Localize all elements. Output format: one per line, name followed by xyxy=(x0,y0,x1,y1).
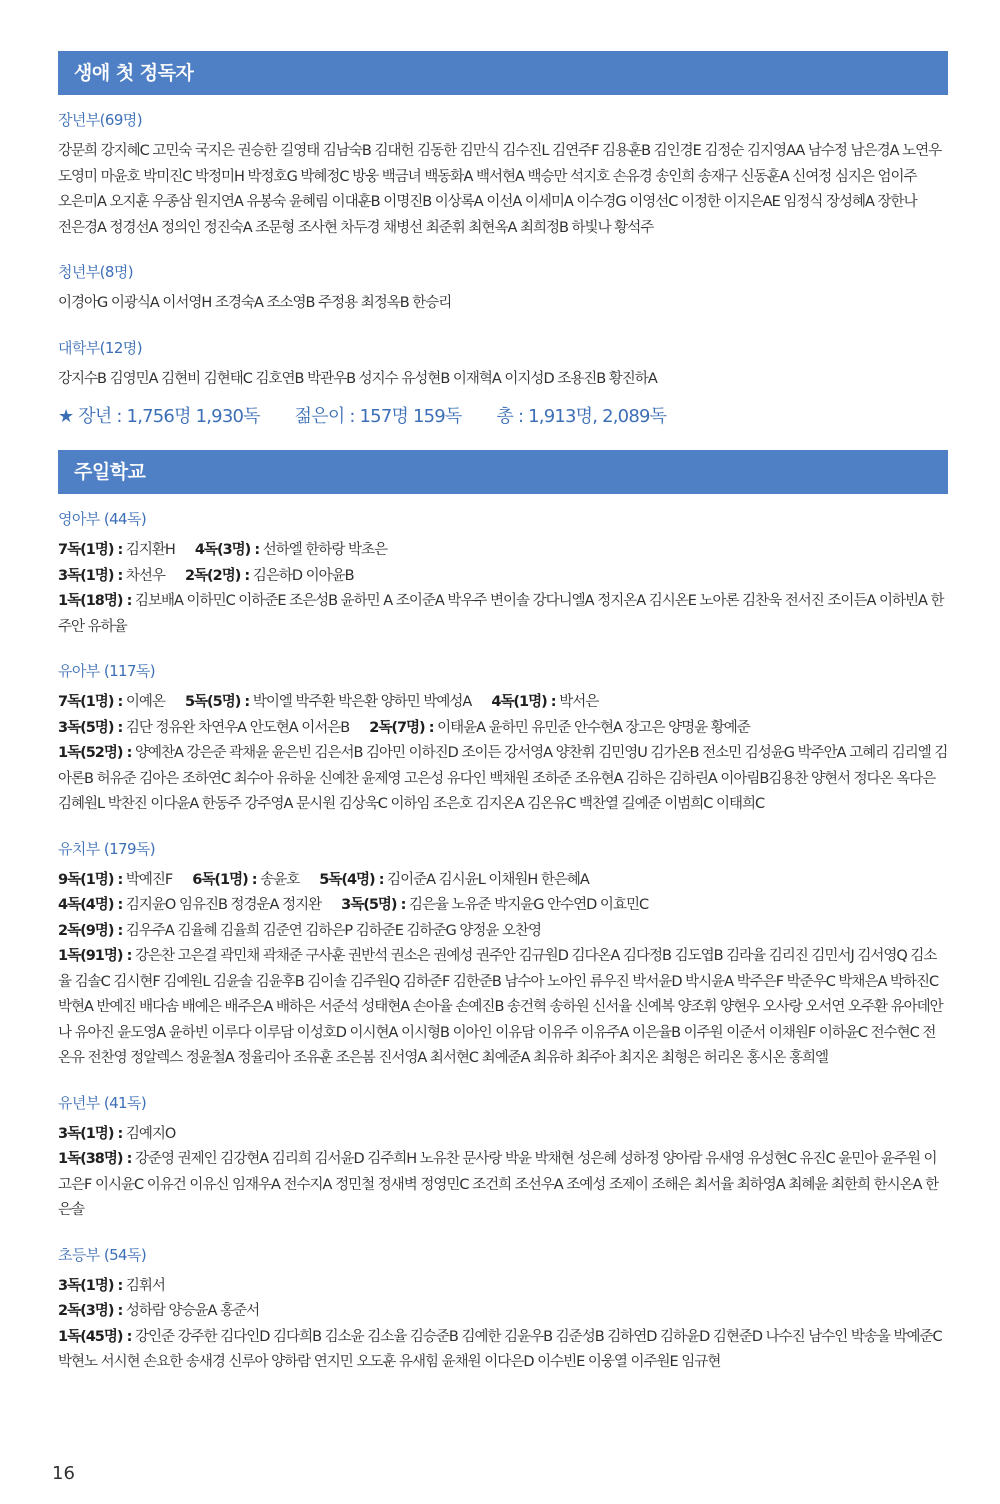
reading-count-line xyxy=(58,1274,948,1300)
group-names: 이경아G 이광식A 이서영H 조경숙A 조소영B 주정용 최정옥B 한승리 xyxy=(58,295,452,311)
reader-names: 김단 정유완 차연우A 안도현A 이서은B xyxy=(125,719,350,736)
reader-names: 김은하D 이아윤B xyxy=(252,567,354,584)
reading-count-line xyxy=(58,1299,948,1325)
total-all: 총 : 1,913명, 2,089독 xyxy=(496,406,667,427)
group-heading: 청년부(8명) xyxy=(58,263,134,281)
total-youth: 젊은이 : 157명 159독 xyxy=(294,406,462,427)
reader-names: 김이준A 김시윤L 이채원H 한은혜A xyxy=(387,871,589,888)
department-heading: 유아부 (117독) xyxy=(58,662,156,680)
reader-names: 김지환H xyxy=(125,542,175,558)
reading-count-label: 9독(1명) : xyxy=(58,871,123,888)
reading-count-label: 3독(5명) : xyxy=(341,897,406,913)
reading-count-line xyxy=(58,589,948,640)
reading-count-label: 3독(1명) : xyxy=(58,1277,123,1294)
totals-line xyxy=(58,402,948,428)
reading-count-label: 2독(3명) : xyxy=(58,1303,123,1319)
reader-names: 이예온 xyxy=(125,694,165,710)
group-names: 강지수B 김영민A 김현비 김현태C 김호연B 박관우B 성지수 유성현B 이재혁A 이지성D 조용진B 황진하A xyxy=(58,370,657,387)
reading-count-line xyxy=(58,1147,948,1224)
reader-names: 박서은 xyxy=(559,694,599,710)
reading-count-label: 7독(1명) : xyxy=(58,542,123,558)
reading-count-label: 1독(18명) : xyxy=(58,593,132,609)
reader-names: 강준영 권제인 김강현A 김리희 김서윤D 김주희H 노유찬 문사랑 박윤 박채현 성은혜 성하정 양아람 유새영 유성현C 유진C 윤민아 윤주원 이고은F 이시윤C 이유건 이유신 임재우A 전수지A 정민철 정새벽 정영민C 조건희 조선우A 조예성 조제이 조해은 최서율 최하영A 최혜윤 최한희 한시온A 한은솔 xyxy=(58,1151,939,1218)
reading-count-line xyxy=(58,538,948,564)
department-heading: 영아부 (44독) xyxy=(58,510,147,528)
reader-names: 송윤호 xyxy=(260,871,300,888)
reading-count-label: 1독(52명) : xyxy=(58,745,132,761)
department-heading: 유치부 (179독) xyxy=(58,839,156,858)
reader-group xyxy=(58,109,948,241)
reading-count-line xyxy=(58,741,948,818)
reading-count-line xyxy=(58,868,948,894)
department-group xyxy=(58,508,948,640)
department-group xyxy=(58,1092,948,1224)
department-group xyxy=(58,660,948,818)
reader-names: 성하람 양승윤A 홍준서 xyxy=(125,1303,260,1319)
reading-count-label: 3독(5명) : xyxy=(58,719,123,736)
section2-groups xyxy=(58,508,948,1376)
group-heading: 대학부(12명) xyxy=(58,338,142,357)
reading-count-line xyxy=(58,944,948,1072)
department-heading: 유년부 (41독) xyxy=(58,1093,147,1112)
department-group xyxy=(58,1244,948,1376)
reader-names: 박이엘 박주환 박은환 양하민 박예성A xyxy=(252,694,472,710)
reading-count-label: 5독(4명) : xyxy=(319,871,384,888)
reading-count-label: 6독(1명) : xyxy=(192,871,257,888)
reading-count-label: 7독(1명) : xyxy=(58,694,123,710)
section1-groups xyxy=(58,109,948,392)
reading-count-line xyxy=(58,893,948,919)
reader-group xyxy=(58,337,948,393)
group-names: 강문희 강지혜C 고민숙 국지은 권승한 길영태 김남숙B 김대헌 김동한 김만식 김수진L 김연주F 김용훈B 김인경E 김정순 김지영AA 남수정 남은경A 노연우 도영미 마윤호 박미진C 박정미H 박정호G 박혜정C 방웅 백금녀 백동화A 백서현A 백승만 석지호 손유경 송인희 송재구 신동훈A 신여정 심지은 엄이주 오은미A 오지훈 우종삼 원지연A 유봉숙 윤혜림 이대훈B 이명진B 이상록A 이선A 이세미A 이수경G 이영선C 이정한 이지은AE 임정식 장성혜A 장한나 전은경A 정경선A 정의인 정진숙A 조문형 조사현 차두경 채병선 최준휘 최현옥A 최희정B 하빛나 황석주 xyxy=(58,143,942,236)
reading-count-label: 4독(1명) : xyxy=(491,694,556,710)
reading-count-label: 1독(38명) : xyxy=(58,1151,132,1167)
reading-count-line xyxy=(58,564,948,590)
section-header-sunday-school: 주일학교 xyxy=(58,450,948,494)
reader-names: 김우주A 김율혜 김율희 김준연 김하은P 김하준E 김하준G 양정윤 오찬영 xyxy=(125,922,542,939)
reading-count-label: 3독(1명) : xyxy=(58,1125,123,1142)
page-number: 16 xyxy=(52,1463,75,1484)
reading-count-label: 4독(4명) : xyxy=(58,897,123,913)
section-header-first-readers: 생애 첫 정독자 xyxy=(58,51,948,95)
reader-names: 차선우 xyxy=(125,567,165,584)
reading-count-line xyxy=(58,1122,948,1148)
reading-count-label: 2독(7명) : xyxy=(369,719,434,736)
reading-count-line xyxy=(58,1325,948,1376)
reader-names: 김예지O xyxy=(125,1125,176,1142)
group-heading: 장년부(69명) xyxy=(58,111,142,129)
reading-count-label: 1독(45명) : xyxy=(58,1328,132,1345)
page-content xyxy=(58,51,948,1396)
reading-count-label: 1독(91명) : xyxy=(58,948,132,964)
reading-count-label: 2독(9명) : xyxy=(58,922,123,939)
reader-names: 김지윤O 임유진B 정경운A 정지완 xyxy=(125,897,322,913)
reading-count-label: 2독(2명) : xyxy=(184,567,250,584)
reading-count-label: 3독(1명) : xyxy=(58,567,123,584)
reading-count-line xyxy=(58,716,948,742)
reader-names: 김보배A 이하민C 이하준E 조은성B 윤하민 A 조이준A 박우주 변이솔 강다니엘A 정지온A 김시온E 노아론 김찬욱 전서진 조이든A 이하빈A 한주안 유하율 xyxy=(58,593,944,635)
reader-names: 김휘서 xyxy=(125,1277,165,1294)
department-group xyxy=(58,838,948,1072)
reader-names: 강인준 강주한 김다인D 김다희B 김소윤 김소율 김승준B 김예한 김윤우B 김준성B 김하연D 김하윤D 김현준D 나수진 남수인 박송울 박예준C 박현노 서시현 손요한 송새경 신루아 양하람 연지민 오도훈 유새힘 윤채원 이다은D 이수빈E 이웅열 이주원E 임규현 xyxy=(58,1328,942,1370)
reader-names: 강은찬 고은결 곽민채 곽채준 구사훈 권반석 권소은 권예성 권주안 김규원D 김다온A 김다정B 김도엽B 김라율 김리진 김민서J 김서영Q 김소율 김솔C 김시현F 김예원L 김윤솔 김윤후B 김이솔 김주원Q 김하준F 김한준B 남수아 노아인 류우진 박서윤D 박시윤A 박주은F 박준우C 박채은A 박하진C 박현A 반예진 배다솜 배예은 배주은A 배하은 서준석 성태현A 손아율 손예진B 송건혁 송하원 신서율 신예복 양조휘 양현우 오사랑 오서연 오주환 유아데안나 유아진 윤도영A 윤하빈 이루다 이루담 이성호D 이시현A 이시형B 이아인 이유담 이유주 이유주A 이은율B 이주원 이준서 이채원F 이하윤C 전수현C 전온유 전찬영 정알렉스 정윤철A 정율리아 조유훈 조은봄 진서영A 최서현C 최예준A 최유하 최주아 최지온 최형은 허리온 홍시온 홍희엘 xyxy=(58,948,943,1066)
reader-names: 양예찬A 강은준 곽채윤 윤은빈 김은서B 김아민 이하진D 조이든 강서영A 양찬휘 김민영U 김가온B 전소민 김성윤G 박주안A 고혜리 김리엘 김아론B 허유준 김아은 조하연C 최수아 유하윤 신예찬 윤제영 고은성 유다인 백채원 조하준 조유현A 김하은 김하린A 이아림B김용찬 양현서 정다온 옥다은 김혜원L 박찬진 이다윤A 한동주 강주영A 문시원 김상욱C 이하임 조은호 김지온A 김온유C 백찬열 길예준 이범희C 이태희C xyxy=(58,745,948,812)
star-icon: ★ xyxy=(58,406,74,427)
reading-count-label: 4독(3명) : xyxy=(194,542,260,558)
reader-names: 선하엘 한하랑 박초은 xyxy=(262,542,388,558)
reader-names: 박예진F xyxy=(125,871,173,888)
reading-count-line xyxy=(58,690,948,716)
total-adult: 장년 : 1,756명 1,930독 xyxy=(78,406,260,427)
reader-names: 김은율 노유준 박지윤G 안수연D 이효민C xyxy=(409,897,649,913)
reader-names: 이태윤A 윤하민 유민준 안수현A 장고은 양명윤 황예준 xyxy=(437,719,750,736)
department-heading: 초등부 (54독) xyxy=(58,1245,147,1264)
reading-count-line xyxy=(58,919,948,945)
reader-group xyxy=(58,261,948,317)
reading-count-label: 5독(5명) : xyxy=(184,694,250,710)
